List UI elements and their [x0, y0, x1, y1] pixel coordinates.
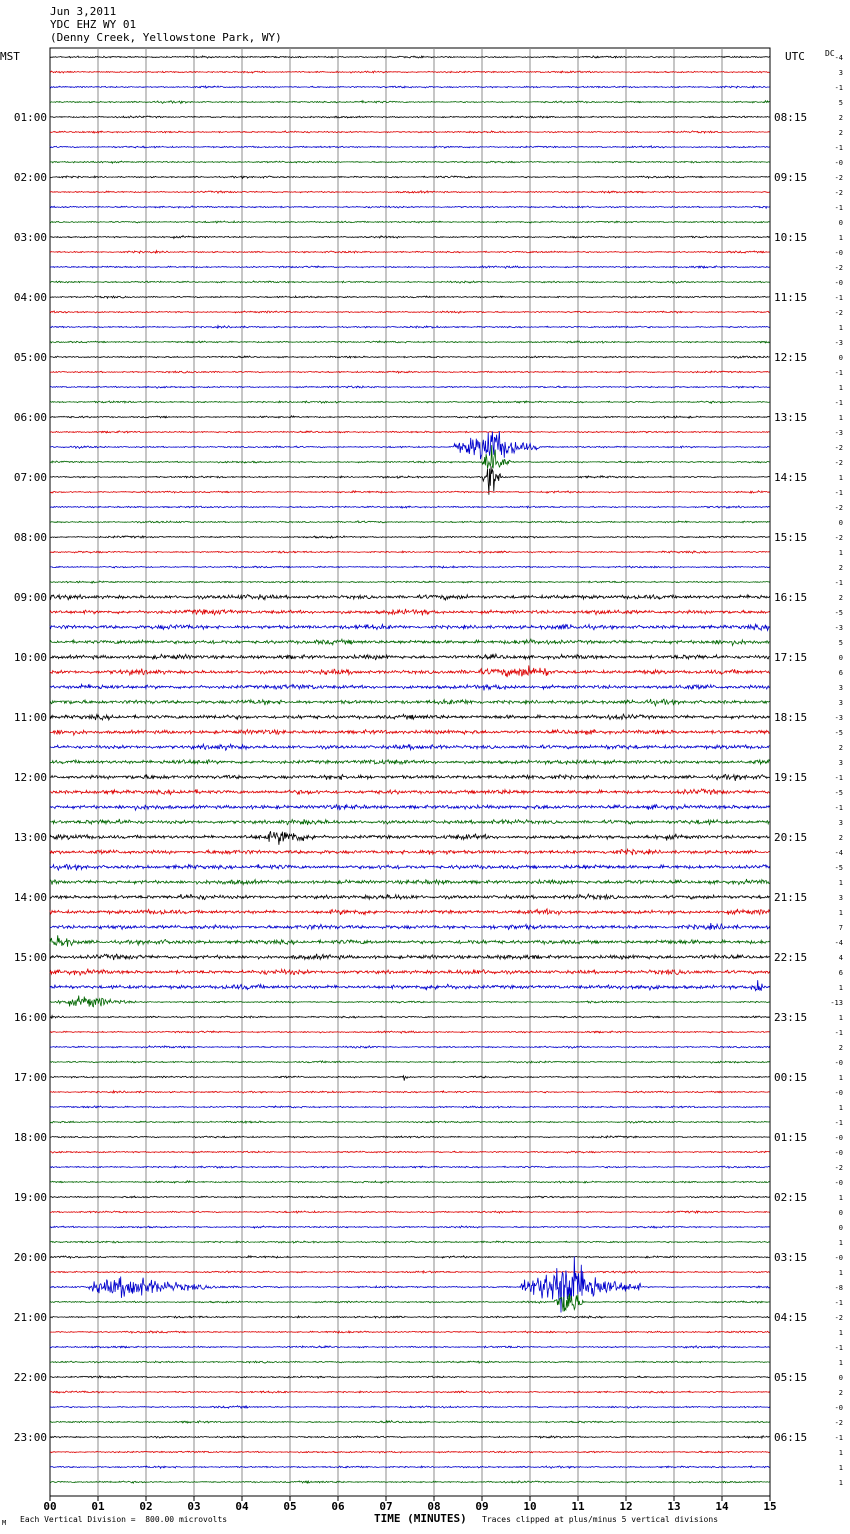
seismic-trace — [50, 1106, 770, 1108]
dc-offset-value: 3 — [838, 894, 843, 902]
x-tick-label: 06 — [331, 1500, 345, 1513]
dc-offset-value: 1 — [838, 474, 843, 482]
seismic-trace — [50, 654, 770, 660]
dc-offset-value: -1 — [834, 774, 843, 782]
left-hour-label: 23:00 — [13, 1431, 47, 1444]
seismic-trace — [50, 1361, 770, 1363]
x-axis-title: TIME (MINUTES) — [374, 1512, 467, 1525]
seismic-trace — [50, 980, 770, 991]
seismic-trace — [50, 1256, 770, 1312]
right-hour-label: 04:15 — [774, 1311, 808, 1324]
right-hour-label: 11:15 — [774, 291, 808, 304]
dc-offset-value: -0 — [834, 1059, 843, 1067]
dc-offset-value: 6 — [838, 969, 843, 977]
seismic-trace — [50, 1136, 770, 1138]
dc-offset-value: -2 — [834, 504, 843, 512]
dc-offset-value: 3 — [838, 684, 843, 692]
seismic-trace — [50, 146, 770, 148]
seismic-trace — [50, 1391, 770, 1393]
seismic-trace — [50, 1376, 770, 1378]
seismic-trace — [50, 954, 770, 960]
right-hour-label: 02:15 — [774, 1191, 808, 1204]
dc-offset-value: -4 — [834, 939, 843, 947]
right-hour-label: 12:15 — [774, 351, 808, 364]
seismic-trace — [50, 401, 770, 403]
right-hour-label: 20:15 — [774, 831, 808, 844]
seismic-trace — [50, 431, 770, 433]
seismic-trace — [50, 1451, 770, 1453]
dc-offset-value: 1 — [838, 1269, 843, 1277]
dc-offset-value: 2 — [838, 564, 843, 572]
seismic-trace — [50, 639, 770, 645]
seismic-trace — [50, 491, 770, 493]
dc-offset-value: 0 — [838, 219, 843, 227]
left-hour-label: 01:00 — [13, 111, 47, 124]
dc-offset-value: -5 — [834, 789, 843, 797]
dc-offset-value: 7 — [838, 924, 843, 932]
x-tick-label: 13 — [667, 1500, 681, 1513]
seismic-trace — [50, 699, 770, 706]
dc-offset-value: -4 — [834, 849, 843, 857]
left-hour-label: 10:00 — [13, 651, 47, 664]
dc-offset-value: -0 — [834, 1149, 843, 1157]
seismic-trace — [50, 251, 770, 254]
dc-offset-value: -0 — [834, 159, 843, 167]
dc-offset-value: 1 — [838, 879, 843, 887]
seismic-trace — [50, 386, 770, 388]
seismic-trace — [50, 879, 770, 885]
dc-offset-value: -1 — [834, 1299, 843, 1307]
x-tick-label: 15 — [763, 1500, 777, 1513]
right-hour-label: 21:15 — [774, 891, 808, 904]
dc-offset-value: 2 — [838, 594, 843, 602]
seismic-trace — [50, 311, 770, 313]
seismic-trace — [50, 326, 770, 329]
right-hour-label: 09:15 — [774, 171, 808, 184]
dc-offset-value: 2 — [838, 834, 843, 842]
x-tick-label: 04 — [235, 1500, 249, 1513]
seismic-trace — [50, 551, 770, 553]
dc-offset-value: 1 — [838, 1464, 843, 1472]
seismic-trace — [50, 1196, 770, 1198]
left-hour-label: 19:00 — [13, 1191, 47, 1204]
left-hour-label: 14:00 — [13, 891, 47, 904]
seismic-trace — [50, 1181, 770, 1184]
dc-offset-value: -1 — [834, 1434, 843, 1442]
seismic-trace — [50, 281, 770, 283]
seismic-trace — [50, 416, 770, 418]
left-hour-label: 11:00 — [13, 711, 47, 724]
right-timezone-label: UTC — [785, 50, 805, 63]
dc-offset-value: 0 — [838, 1209, 843, 1217]
seismic-trace — [50, 71, 770, 73]
seismic-traces — [50, 56, 770, 1483]
seismic-trace — [50, 86, 770, 88]
seismic-trace — [50, 1031, 770, 1033]
seismic-trace — [50, 594, 770, 600]
seismic-trace — [50, 1061, 770, 1063]
dc-offset-value: 3 — [838, 759, 843, 767]
plot-frame — [50, 48, 770, 1496]
dc-offset-value: -0 — [834, 1089, 843, 1097]
dc-offset-value: -2 — [834, 534, 843, 542]
seismic-trace — [50, 1481, 770, 1483]
x-tick-label: 03 — [187, 1500, 201, 1513]
right-hour-label: 18:15 — [774, 711, 808, 724]
x-tick-label: 01 — [91, 1500, 105, 1513]
seismic-trace — [50, 116, 770, 118]
seismic-trace — [50, 819, 770, 825]
seismic-trace — [50, 760, 770, 765]
seismic-trace — [50, 665, 770, 677]
dc-offset-value: 3 — [838, 699, 843, 707]
seismic-trace — [50, 445, 770, 469]
station-location: (Denny Creek, Yellowstone Park, WY) — [50, 31, 282, 44]
seismic-trace — [50, 730, 770, 736]
seismic-trace — [50, 831, 770, 845]
dc-offset-value: 5 — [838, 639, 843, 647]
dc-offset-value: -1 — [834, 399, 843, 407]
dc-offset-value: -8 — [834, 1284, 843, 1292]
seismic-trace — [50, 1316, 770, 1318]
dc-offset-value: 1 — [838, 384, 843, 392]
seismic-trace — [50, 744, 770, 750]
dc-offset-value: 1 — [838, 1479, 843, 1487]
seismic-trace — [50, 849, 770, 855]
seismic-trace — [50, 161, 770, 163]
seismic-trace — [50, 466, 770, 495]
dc-offset-value: 1 — [838, 909, 843, 917]
seismic-trace — [50, 581, 770, 583]
right-hour-label: 08:15 — [774, 111, 808, 124]
dc-offset-value: -2 — [834, 1419, 843, 1427]
seismic-trace — [50, 131, 770, 133]
dc-offset-value: -0 — [834, 1404, 843, 1412]
seismic-trace — [50, 431, 770, 459]
seismic-trace — [50, 1294, 770, 1312]
dc-offset-value: 0 — [838, 519, 843, 527]
dc-offset-value: 1 — [838, 1329, 843, 1337]
right-hour-label: 22:15 — [774, 951, 808, 964]
seismic-trace — [50, 805, 770, 811]
right-hour-label: 00:15 — [774, 1071, 808, 1084]
seismic-trace — [50, 684, 770, 690]
seismic-trace — [50, 101, 770, 104]
dc-offset-value: 2 — [838, 129, 843, 137]
seismic-trace — [50, 969, 770, 976]
dc-offset-value: 1 — [838, 324, 843, 332]
dc-offset-value: -2 — [834, 189, 843, 197]
dc-offset-value: 4 — [838, 954, 843, 962]
seismic-trace — [50, 1241, 770, 1243]
seismic-trace — [50, 894, 770, 900]
dc-offset-value: 1 — [838, 1449, 843, 1457]
seismic-trace — [50, 341, 770, 343]
footer-mark: M — [2, 1519, 7, 1527]
dc-offset-value: 0 — [838, 1374, 843, 1382]
right-hour-label: 23:15 — [774, 1011, 808, 1024]
right-hour-label: 13:15 — [774, 411, 808, 424]
dc-offset-value: 1 — [838, 1194, 843, 1202]
x-tick-label: 08 — [427, 1500, 441, 1513]
right-hour-label: 06:15 — [774, 1431, 808, 1444]
vertical-scale-note: Each Vertical Division = 800.00 microvolts — [20, 1515, 228, 1524]
dc-offset-value: -0 — [834, 249, 843, 257]
dc-offset-value: -1 — [834, 144, 843, 152]
dc-offset-value: -2 — [834, 264, 843, 272]
x-tick-label: 02 — [139, 1500, 153, 1513]
right-hour-label: 10:15 — [774, 231, 808, 244]
dc-offset-value: 2 — [838, 1044, 843, 1052]
x-tick-label: 12 — [619, 1500, 633, 1513]
seismic-trace — [50, 609, 770, 616]
right-hour-label: 01:15 — [774, 1131, 808, 1144]
dc-offset-value: -3 — [834, 624, 843, 632]
left-hour-label: 18:00 — [13, 1131, 47, 1144]
left-hour-label: 02:00 — [13, 171, 47, 184]
left-hour-label: 13:00 — [13, 831, 47, 844]
seismic-trace — [50, 1166, 770, 1168]
dc-offset-value: 1 — [838, 1359, 843, 1367]
left-hour-label: 06:00 — [13, 411, 47, 424]
seismic-trace — [50, 176, 770, 178]
x-tick-label: 07 — [379, 1500, 393, 1513]
left-hour-label: 08:00 — [13, 531, 47, 544]
right-hour-label: 19:15 — [774, 771, 808, 784]
seismic-trace — [50, 1046, 770, 1049]
clipping-note: Traces clipped at plus/minus 5 vertical divisions — [482, 1515, 719, 1524]
seismic-trace — [50, 1346, 770, 1349]
seismic-trace — [50, 371, 770, 373]
dc-offset-value: 2 — [838, 1389, 843, 1397]
dc-offset-value: 5 — [838, 99, 843, 107]
dc-offset-value: -0 — [834, 1179, 843, 1187]
seismic-trace — [50, 521, 770, 523]
seismic-trace — [50, 1466, 770, 1468]
seismic-trace — [50, 1091, 770, 1093]
dc-offset-value: -3 — [834, 339, 843, 347]
station-code: YDC EHZ WY 01 — [50, 18, 137, 31]
right-hour-label: 05:15 — [774, 1371, 808, 1384]
seismic-trace — [50, 266, 770, 269]
dc-offset-value: -1 — [834, 579, 843, 587]
dc-offset-value: 0 — [838, 1224, 843, 1232]
seismic-trace — [50, 1406, 770, 1409]
recording-date: Jun 3,2011 — [50, 5, 117, 18]
left-hour-label: 15:00 — [13, 951, 47, 964]
dc-offset-value: -2 — [834, 1314, 843, 1322]
dc-offset-header: DC — [825, 49, 835, 58]
dc-offset-value: -5 — [834, 609, 843, 617]
dc-offset-value: -2 — [834, 444, 843, 452]
dc-offset-value: -1 — [834, 204, 843, 212]
seismic-trace — [50, 1226, 770, 1228]
dc-offset-value: 1 — [838, 414, 843, 422]
seismic-trace — [50, 1256, 770, 1259]
seismic-trace — [50, 566, 770, 568]
seismic-trace — [50, 1121, 770, 1123]
seismic-trace — [50, 909, 770, 915]
dc-offset-value: -2 — [834, 309, 843, 317]
left-hour-label: 12:00 — [13, 771, 47, 784]
dc-offset-value: 1 — [838, 1014, 843, 1022]
seismic-trace — [50, 789, 770, 795]
seismic-trace — [50, 935, 770, 946]
dc-offset-value: 2 — [838, 114, 843, 122]
right-hour-label: 14:15 — [774, 471, 808, 484]
x-tick-label: 05 — [283, 1500, 297, 1513]
seismic-trace — [50, 714, 770, 720]
dc-offset-value: -1 — [834, 1119, 843, 1127]
seismic-trace — [50, 536, 770, 538]
left-hour-label: 05:00 — [13, 351, 47, 364]
dc-offset-value: -1 — [834, 369, 843, 377]
dc-offset-value: -1 — [834, 1344, 843, 1352]
dc-offset-value: -2 — [834, 1164, 843, 1172]
dc-offset-value: -2 — [834, 174, 843, 182]
dc-offset-value: 0 — [838, 354, 843, 362]
seismic-trace — [50, 1436, 770, 1438]
dc-offset-value: -0 — [834, 1254, 843, 1262]
dc-offset-value: -3 — [834, 429, 843, 437]
seismic-trace — [50, 1151, 770, 1153]
left-hour-label: 03:00 — [13, 231, 47, 244]
dc-offset-value: 6 — [838, 669, 843, 677]
left-hour-label: 21:00 — [13, 1311, 47, 1324]
left-hour-label: 20:00 — [13, 1251, 47, 1264]
x-tick-label: 14 — [715, 1500, 729, 1513]
dc-offset-value: -1 — [834, 84, 843, 92]
left-timezone-label: MST — [0, 50, 20, 63]
axis-labels — [14, 54, 843, 1513]
right-hour-label: 16:15 — [774, 591, 808, 604]
seismic-trace — [50, 923, 770, 930]
dc-offset-value: 1 — [838, 1239, 843, 1247]
left-hour-label: 17:00 — [13, 1071, 47, 1084]
dc-offset-value: -3 — [834, 714, 843, 722]
seismic-trace — [50, 1331, 770, 1333]
x-tick-label: 11 — [571, 1500, 585, 1513]
dc-offset-value: -2 — [834, 459, 843, 467]
left-hour-label: 22:00 — [13, 1371, 47, 1384]
seismic-trace — [50, 506, 770, 508]
x-tick-label: 09 — [475, 1500, 489, 1513]
left-hour-label: 16:00 — [13, 1011, 47, 1024]
x-tick-label: 10 — [523, 1500, 537, 1513]
seismic-trace — [50, 191, 770, 194]
x-tick-label: 00 — [43, 1500, 57, 1513]
dc-offset-value: -5 — [834, 729, 843, 737]
dc-offset-value: 1 — [838, 1104, 843, 1112]
seismic-trace — [50, 221, 770, 223]
dc-offset-value: 1 — [838, 984, 843, 992]
seismic-trace — [50, 996, 770, 1007]
seismic-trace — [50, 236, 770, 239]
plot-grid — [50, 48, 770, 1501]
dc-offset-value: 2 — [838, 744, 843, 752]
dc-offset-value: 0 — [838, 654, 843, 662]
seismic-trace — [50, 206, 770, 208]
dc-offset-value: 3 — [838, 819, 843, 827]
dc-offset-value: -1 — [834, 294, 843, 302]
dc-offset-value: 1 — [838, 1074, 843, 1082]
dc-offset-value: -1 — [834, 804, 843, 812]
seismic-trace — [50, 1271, 770, 1273]
dc-offset-value: -1 — [834, 1029, 843, 1037]
dc-offset-value: 3 — [838, 69, 843, 77]
seismic-trace — [50, 774, 770, 781]
seismic-trace — [50, 296, 770, 298]
left-hour-label: 04:00 — [13, 291, 47, 304]
seismic-trace — [50, 624, 770, 630]
dc-offset-value: 1 — [838, 549, 843, 557]
dc-offset-value: -0 — [834, 279, 843, 287]
right-hour-label: 03:15 — [774, 1251, 808, 1264]
seismic-trace — [50, 864, 770, 870]
seismic-trace — [50, 1421, 770, 1423]
dc-offset-value: -13 — [830, 999, 843, 1007]
seismic-trace — [50, 1211, 770, 1213]
seismic-trace — [50, 56, 770, 58]
left-hour-label: 07:00 — [13, 471, 47, 484]
right-hour-label: 17:15 — [774, 651, 808, 664]
dc-offset-value: -1 — [834, 489, 843, 497]
seismic-trace — [50, 1016, 770, 1019]
dc-offset-value: -5 — [834, 864, 843, 872]
seismic-trace — [50, 1076, 770, 1081]
dc-offset-value: -4 — [834, 54, 843, 62]
dc-offset-value: -0 — [834, 1134, 843, 1142]
right-hour-label: 15:15 — [774, 531, 808, 544]
left-hour-label: 09:00 — [13, 591, 47, 604]
seismic-trace — [50, 356, 770, 358]
dc-offset-value: 1 — [838, 234, 843, 242]
